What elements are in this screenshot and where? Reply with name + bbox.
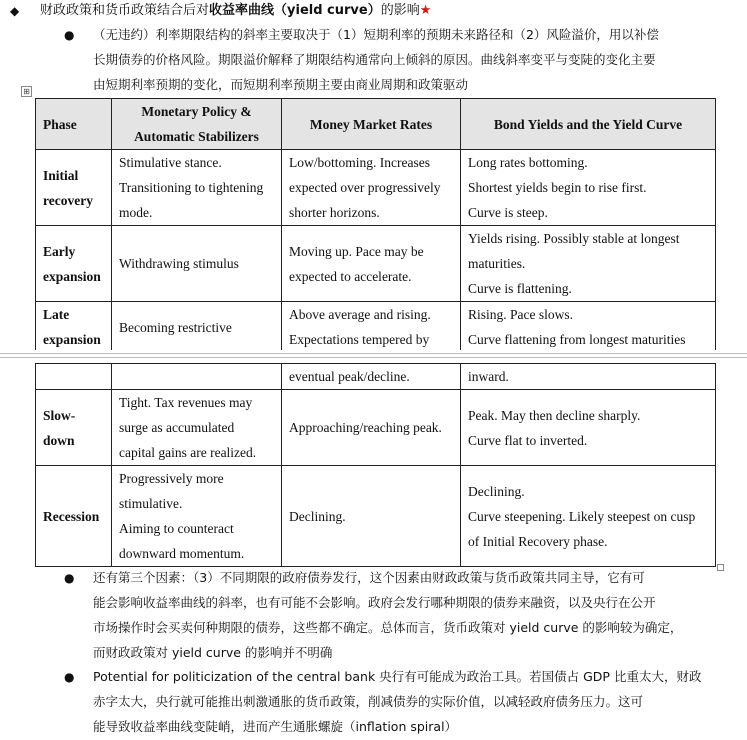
money-market-cell (282, 226, 461, 302)
bond-cell (461, 226, 716, 302)
politicization-line: 能导致收益率曲线变陡峭，进而产生通胀螺旋（inflation spiral） (93, 719, 458, 734)
cell-text: mode. (119, 205, 153, 220)
cell-text: stimulative. (119, 496, 183, 511)
cell-text: Becoming restrictive (119, 319, 232, 335)
intro-line: （无违约）利率期限结构的斜率主要取决于（1）短期利率的预期未来路径和（2）风险溢价，用以补偿 (93, 27, 659, 42)
bond-cell (461, 364, 716, 390)
monetary-cell (112, 364, 282, 390)
cell-text: Tight. Tax revenues may (119, 395, 253, 410)
phase-text: Late (43, 307, 70, 322)
header-monetary: Monetary Policy & Automatic Stabilizers (112, 99, 282, 150)
cell-text: surge as accumulated (119, 420, 235, 435)
cell-text: Curve is steep. (468, 205, 548, 220)
phase-cell (36, 226, 112, 302)
third-factor-line: 还有第三个因素：（3）不同期限的政府债券发行，这个因素由财政政策与货币政策共同主导，它有可 (93, 570, 645, 585)
diamond-bullet-icon: ◆ (10, 4, 20, 18)
heading-prefix: 财政政策和货币政策结合后对 (40, 3, 210, 18)
intro-paragraph (93, 22, 718, 97)
header-phase: Phase (36, 99, 112, 150)
monetary-cell (112, 150, 282, 226)
money-market-cell (282, 150, 461, 226)
yield-curve-table-continued (35, 363, 716, 567)
bullet-icon: ● (64, 571, 75, 585)
section-heading (10, 2, 432, 20)
bond-cell (461, 150, 716, 226)
cell-text: shorter horizons. (289, 205, 380, 220)
phase-text: down (43, 432, 75, 448)
cell-text: Aiming to counteract (119, 521, 234, 536)
phase-text: Initial (43, 167, 79, 183)
cell-text: Transitioning to tightening (119, 180, 264, 195)
cell-text: Low/bottoming. Increases (289, 155, 430, 170)
phase-cell (36, 364, 112, 390)
cell-text: Stimulative stance. (119, 155, 222, 170)
cell-text: Declining. (468, 483, 525, 499)
bond-cell (461, 466, 716, 567)
cell-text: Curve flat to inverted. (468, 432, 588, 448)
table-resize-handle-icon[interactable] (717, 564, 724, 571)
cell-text: Expectations tempered by (289, 332, 430, 347)
phase-cell (36, 390, 112, 466)
phase-text: recovery (43, 192, 93, 208)
politicization-paragraph (93, 664, 718, 739)
phase-text: Slow- (43, 407, 76, 423)
cell-text: Curve steepening. Likely steepest on cusp (468, 508, 696, 524)
bullet-icon: ● (64, 28, 75, 42)
cell-text: downward momentum. (119, 546, 245, 561)
cell-text: Above average and rising. (289, 307, 431, 322)
heading-bold: 收益率曲线（yield curve） (209, 3, 381, 18)
monetary-cell (112, 302, 282, 353)
table-row (36, 226, 716, 302)
header-bond-yields: Bond Yields and the Yield Curve (461, 99, 716, 150)
bond-cell (461, 390, 716, 466)
third-factor-paragraph (93, 565, 718, 665)
phase-text: expansion (43, 332, 101, 347)
cell-text: expected to accelerate. (289, 268, 412, 284)
politicization-line: Potential for politicization of the central bank 央行有可能成为政治工具。若国债占 GDP 比重太大，财政 (93, 669, 702, 684)
cell-text: Moving up. Pace may be (289, 243, 424, 259)
cell-text: of Initial Recovery phase. (468, 533, 608, 549)
bond-cell (461, 302, 716, 353)
money-market-cell (282, 364, 461, 390)
page-break-line (0, 353, 747, 354)
third-factor-line: 而财政政策对 yield curve 的影响并不明确 (93, 645, 333, 660)
phase-text: Recession (43, 508, 100, 524)
cell-text: maturities. (468, 256, 526, 271)
cell-text: inward. (468, 369, 509, 384)
phase-cell (36, 150, 112, 226)
bullet-icon: ● (64, 670, 75, 684)
phase-cell (36, 466, 112, 567)
table-row (36, 390, 716, 466)
cell-text: Approaching/reaching peak. (289, 420, 442, 435)
phase-cell (36, 302, 112, 353)
header-money-market: Money Market Rates (282, 99, 461, 150)
politicization-line: 赤字太大，央行就可能推出刺激通胀的货币政策，削减债券的实际价值，以减轻政府债务压力。这可 (93, 694, 644, 709)
money-market-cell (282, 302, 461, 353)
monetary-cell (112, 226, 282, 302)
cell-text: Curve is flattening. (468, 281, 572, 296)
cell-text: Peak. May then decline sharply. (468, 407, 641, 423)
phase-text: Early (43, 243, 76, 259)
cell-text: Progressively more (119, 471, 224, 486)
cell-text: Shortest yields begin to rise first. (468, 180, 647, 195)
page-break-separator (0, 350, 747, 362)
phase-text: expansion (43, 268, 101, 284)
money-market-cell (282, 466, 461, 567)
cell-text: Long rates bottoming. (468, 155, 588, 170)
third-factor-line: 能会影响收益率曲线的斜率，也有可能不会影响。政府会发行哪种期限的债券来融资，以及央行在公开 (93, 595, 656, 610)
cell-text: Curve flattening from longest maturities (468, 332, 686, 347)
cell-text: Declining. (289, 508, 346, 524)
page-break-line (0, 357, 747, 358)
monetary-cell (112, 466, 282, 567)
monetary-cell (112, 390, 282, 466)
intro-line: 长期债券的价格风险。期限溢价解释了期限结构通常向上倾斜的原因。曲线斜率变平与变陡的变化主要 (93, 52, 656, 67)
cell-text: Withdrawing stimulus (119, 256, 239, 271)
heading-suffix: 的影响 (380, 3, 420, 18)
table-row (36, 302, 716, 353)
money-market-cell (282, 390, 461, 466)
table-row (36, 150, 716, 226)
third-factor-line: 市场操作时会买卖何种期限的债券，这些都不确定。总体而言，货币政策对 yield curve 的影响较为确定， (93, 620, 683, 635)
cell-text: eventual peak/decline. (289, 369, 410, 384)
table-row (36, 364, 716, 390)
table-move-handle-icon[interactable]: ⊞ (21, 86, 32, 97)
cell-text: expected over progressively (289, 180, 441, 195)
cell-text: capital gains are realized. (119, 445, 257, 460)
yield-curve-table (35, 98, 716, 353)
intro-line: 由短期利率预期的变化，而短期利率预期主要由商业周期和政策驱动 (93, 77, 469, 92)
cell-text: Rising. Pace slows. (468, 307, 574, 322)
star-icon: ★ (419, 3, 432, 18)
cell-text: Yields rising. Possibly stable at longest (468, 231, 680, 246)
table-row (36, 466, 716, 567)
